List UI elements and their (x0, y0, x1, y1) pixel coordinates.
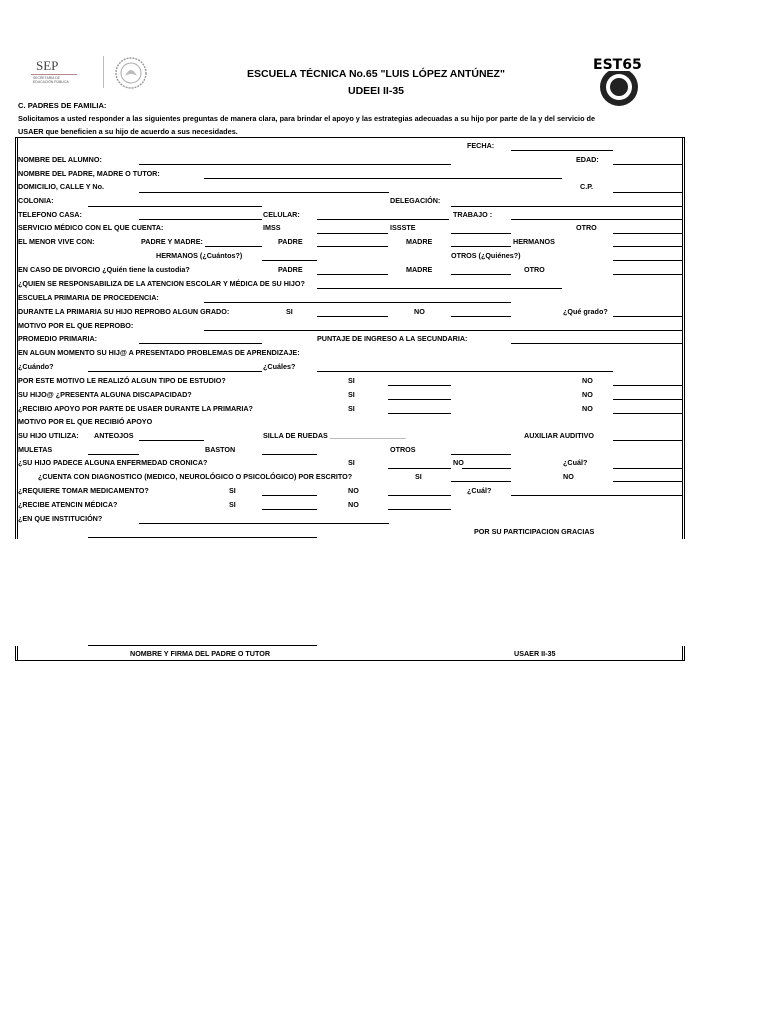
eagle-seal-icon (113, 56, 149, 90)
mexico-seal-icon (103, 56, 104, 88)
celular-label: CELULAR: (263, 210, 300, 219)
estudio-si-label: SI (348, 376, 355, 385)
vive-con-label: EL MENOR VIVE CON: (18, 237, 95, 246)
muletas-field[interactable] (88, 454, 139, 455)
section-heading: C. PADRES DE FAMILIA: (18, 101, 107, 110)
custodia-padre-field[interactable] (317, 274, 388, 275)
motivo-reprobo-field[interactable] (204, 330, 683, 331)
enfermedad-no-field[interactable] (462, 468, 511, 469)
otros-label: OTROS (390, 445, 416, 454)
medicamento-no-label: NO (348, 486, 359, 495)
institucion-field-2[interactable] (88, 537, 317, 538)
nombre-alumno-label: NOMBRE DEL ALUMNO: (18, 155, 102, 164)
padre-field[interactable] (317, 246, 388, 247)
fecha-label: FECHA: (467, 141, 495, 150)
discapacidad-no-label: NO (582, 390, 593, 399)
issste-field[interactable] (451, 233, 511, 234)
motivo-reprobo-label: MOTIVO POR EL QUE REPROBO: (18, 321, 134, 330)
enfermedad-cual-field[interactable] (613, 468, 683, 469)
discapacidad-label: SU HIJO@ ¿PRESENTA ALGUNA DISCAPACIDAD? (18, 390, 192, 399)
medicamento-si-label: SI (229, 486, 236, 495)
imss-label: IMSS (263, 223, 281, 232)
sep-logo-text: SEP (36, 58, 59, 73)
usaer-label: USAER II-35 (514, 649, 556, 658)
promedio-field[interactable] (139, 343, 262, 344)
school-logo (592, 57, 646, 109)
sep-logo (27, 58, 99, 90)
otro-field[interactable] (613, 233, 683, 234)
apoyo-no-label: NO (582, 404, 593, 413)
institucion-field[interactable] (139, 523, 389, 524)
padre-y-madre-label: PADRE Y MADRE: (141, 237, 203, 246)
cuando-field[interactable] (88, 371, 262, 372)
estudio-si-field[interactable] (388, 385, 451, 386)
promedio-label: PROMEDIO PRIMARIA: (18, 334, 98, 343)
nombre-padre-field[interactable] (204, 178, 562, 179)
reprobo-si-field[interactable] (317, 316, 388, 317)
medicamento-label: ¿REQUIERE TOMAR MEDICAMENTO? (18, 486, 149, 495)
medicamento-no-field[interactable] (388, 495, 451, 496)
cuales-field[interactable] (317, 371, 613, 372)
cuando-label: ¿Cuándo? (18, 362, 54, 371)
institucion-label: ¿EN QUE INSTITUCIÓN? (18, 514, 103, 523)
reprobo-no-label: NO (414, 307, 425, 316)
utiliza-label: SU HIJO UTILIZA: (18, 431, 79, 440)
responsable-label: ¿QUIEN SE RESPONSABILIZA DE LA ATENCION ESCOLAR Y MÉDICA DE SU HIJO? (18, 279, 305, 288)
otro-label: OTRO (576, 223, 597, 232)
anteojos-field[interactable] (139, 440, 204, 441)
enfermedad-si-field[interactable] (388, 468, 451, 469)
trabajo-field[interactable] (511, 219, 683, 220)
enfermedad-si-label: SI (348, 458, 355, 467)
delegacion-field[interactable] (451, 206, 683, 207)
atencion-medica-label: ¿RECIBE ATENCIN MÉDICA? (18, 500, 118, 509)
form-right-border (682, 137, 683, 539)
madre-field[interactable] (451, 246, 511, 247)
custodia-padre-label: PADRE (278, 265, 303, 274)
diagnostico-label: ¿CUENTA CON DIAGNOSTICO (MEDICO, NEUROLÓGICO O PSICOLÓGICO) POR ESCRITO? (38, 472, 353, 481)
apoyo-si-field[interactable] (388, 413, 451, 414)
escuela-primaria-field[interactable] (204, 302, 511, 303)
firma-line[interactable] (88, 645, 317, 646)
padre-y-madre-field[interactable] (205, 246, 262, 247)
que-grado-field[interactable] (613, 316, 683, 317)
gracias-label: POR SU PARTICIPACION GRACIAS (474, 527, 595, 536)
medicamento-cual-field[interactable] (511, 495, 683, 496)
diagnostico-no-field[interactable] (613, 481, 683, 482)
atencion-no-field[interactable] (388, 509, 451, 510)
fecha-field[interactable] (511, 150, 613, 151)
estudio-no-field[interactable] (613, 385, 683, 386)
aprendizaje-label: EN ALGUN MOMENTO SU HIJ@ A PRESENTADO PROBLEMAS DE APRENDIZAJE: (18, 348, 300, 357)
responsable-field[interactable] (317, 288, 562, 289)
sep-subtitle: SECRETARÍA DE EDUCACIÓN PÚBLICA (33, 76, 69, 84)
diagnostico-si-field[interactable] (451, 481, 511, 482)
colonia-label: COLONIA: (18, 196, 54, 205)
domicilio-label: DOMICILIO, CALLE Y No. (18, 182, 104, 191)
telefono-label: TELEFONO CASA: (18, 210, 82, 219)
custodia-madre-label: MADRE (406, 265, 433, 274)
reprobo-si-label: SI (286, 307, 293, 316)
auxiliar-auditivo-field[interactable] (613, 440, 683, 441)
school-logo-text: EST65 (593, 57, 642, 73)
escuela-primaria-label: ESCUELA PRIMARIA DE PROCEDENCIA: (18, 293, 159, 302)
edad-label: EDAD: (576, 155, 599, 164)
domicilio-field[interactable] (139, 192, 389, 193)
intro-line-1: Solicitamos a usted responder a las siguientes preguntas de manera clara, para brindar el apoyo y las estrategias adecuadas a su hijo por parte de la y del servicio de (18, 114, 596, 123)
medicamento-si-field[interactable] (262, 495, 317, 496)
telefono-field[interactable] (139, 219, 262, 220)
form-left-border (15, 137, 16, 539)
hermanos-field[interactable] (613, 246, 683, 247)
issste-label: ISSSTE (390, 223, 416, 232)
baston-label: BASTON (205, 445, 236, 454)
apoyo-usaer-label: ¿RECIBIO APOYO POR PARTE DE USAER DURANTE LA PRIMARIA? (18, 404, 253, 413)
celular-field[interactable] (317, 219, 449, 220)
enfermedad-cual-label: ¿Cuál? (563, 458, 588, 467)
puntaje-label: PUNTAJE DE INGRESO A LA SECUNDARIA: (317, 334, 468, 343)
baston-field[interactable] (262, 454, 317, 455)
edad-field[interactable] (613, 164, 683, 165)
nombre-padre-label: NOMBRE DEL PADRE, MADRE O TUTOR: (18, 169, 160, 178)
anteojos-label: ANTEOJOS (94, 431, 134, 440)
atencion-si-field[interactable] (262, 509, 317, 510)
custodia-otro-field[interactable] (613, 274, 683, 275)
divorcio-label: EN CASO DE DIVORCIO ¿Quién tiene la custodia? (18, 265, 190, 274)
estudio-no-label: NO (582, 376, 593, 385)
colonia-field[interactable] (88, 206, 262, 207)
hermanos-cuantos-label: HERMANOS (¿Cuántos?) (156, 251, 243, 260)
school-title: ESCUELA TÉCNICA No.65 "LUIS LÓPEZ ANTÚNEZ" (247, 68, 505, 80)
discapacidad-no-field[interactable] (613, 399, 683, 400)
madre-label: MADRE (406, 237, 433, 246)
que-grado-label: ¿Qué grado? (563, 307, 608, 316)
custodia-madre-field[interactable] (451, 274, 511, 275)
auxiliar-auditivo-label: AUXILIAR AUDITIVO (524, 431, 595, 440)
medicamento-cual-label: ¿Cuál? (467, 486, 492, 495)
delegacion-label: DELEGACIÓN: (390, 196, 441, 205)
atencion-no-label: NO (348, 500, 359, 509)
apoyo-no-field[interactable] (613, 413, 683, 414)
firma-label: NOMBRE Y FIRMA DEL PADRE O TUTOR (130, 649, 271, 658)
otros-quienes-field[interactable] (613, 260, 683, 261)
servicio-medico-label: SERVICIO MÉDICO CON EL QUE CUENTA: (18, 223, 164, 232)
cuales-label: ¿Cuáles? (263, 362, 296, 371)
silla-ruedas-label: SILLA DE RUEDAS ___________________ (263, 431, 406, 440)
enfermedad-no-label: NO (453, 458, 464, 467)
atencion-si-label: SI (229, 500, 236, 509)
otros-field[interactable] (451, 454, 511, 455)
nombre-alumno-field[interactable] (139, 164, 451, 165)
trabajo-label: TRABAJO : (453, 210, 493, 219)
imss-field[interactable] (317, 233, 388, 234)
muletas-label: MULETAS (18, 445, 53, 454)
intro-line-2: USAER que beneficien a su hijo de acuerdo a sus necesidades. (18, 127, 238, 136)
diagnostico-si-label: SI (415, 472, 422, 481)
hermanos-cuantos-field[interactable] (262, 260, 317, 261)
cp-label: C.P. (580, 182, 594, 191)
motivo-apoyo-label: MOTIVO POR EL QUE RECIBIÓ APOYO (18, 417, 153, 426)
hermanos-label: HERMANOS (513, 237, 555, 246)
apoyo-si-label: SI (348, 404, 355, 413)
discapacidad-si-field[interactable] (388, 399, 451, 400)
padre-label: PADRE (278, 237, 303, 246)
form-top-border (15, 137, 685, 138)
reprobo-no-field[interactable] (451, 316, 511, 317)
reprobo-label: DURANTE LA PRIMARIA SU HIJO REPROBO ALGUN GRADO: (18, 307, 230, 316)
discapacidad-si-label: SI (348, 390, 355, 399)
unit-title: UDEEI II-35 (347, 85, 405, 97)
cp-field[interactable] (613, 192, 683, 193)
diagnostico-no-label: NO (563, 472, 574, 481)
custodia-otro-label: OTRO (524, 265, 545, 274)
puntaje-field[interactable] (511, 343, 683, 344)
estudio-label: POR ESTE MOTIVO LE REALIZÓ ALGUN TIPO DE ESTUDIO? (18, 376, 226, 385)
otros-quienes-label: OTROS (¿Quiénes?) (451, 251, 521, 260)
footer-bottom-border (15, 660, 685, 661)
enfermedad-label: ¿SU HIJO PADECE ALGUNA ENFERMEDAD CRONICA? (18, 458, 208, 467)
